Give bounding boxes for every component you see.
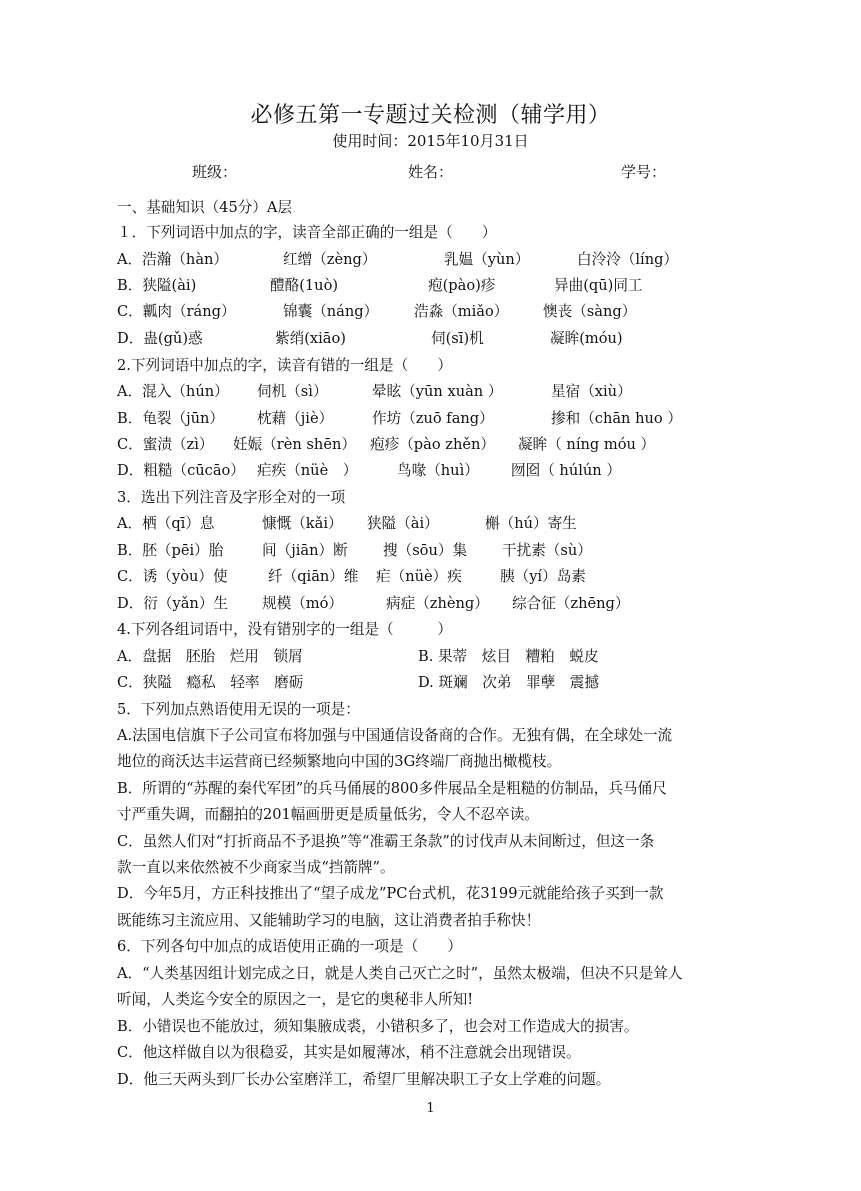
q6-stem: 6．下列各句中加点的成语使用正确的一项是（ ）: [117, 938, 462, 955]
q1-option-d-1: D．蛊(gǔ)惑: [117, 330, 203, 347]
q3-option-c-4: 胰（yí）岛素: [500, 568, 586, 585]
q1-option-c-3: 浩淼（miǎo）: [414, 303, 509, 320]
q2-option-c-3: 疱疹（pào zhěn）: [370, 436, 495, 453]
q1-option-c-4: 懊丧（sàng）: [543, 303, 637, 320]
q1-option-c-2: 锦囊（náng）: [283, 303, 379, 320]
q1-option-a-3: 乳媪（yùn）: [444, 251, 530, 268]
q3-option-b-4: 干扰素（sù）: [502, 542, 592, 559]
q1-option-c-1: C．瓤肉（ráng）: [117, 303, 236, 320]
q3-option-a-4: 槲（hú）寄生: [485, 515, 577, 532]
q1-option-a-2: 红缯（zèng）: [283, 251, 377, 268]
section-heading: 一、基础知识（45分）A层: [117, 199, 293, 216]
q2-option-d-1: D．粗糙（cūcāo）: [117, 462, 245, 479]
q3-option-d-4: 综合征（zhēnɡ）: [512, 595, 630, 612]
q1-stem: １．下列词语中加点的字，读音全部正确的一组是（ ）: [117, 224, 497, 241]
q1-option-b-1: B．狭隘(ài): [117, 277, 197, 294]
q3-option-a-1: A．栖（qī）息: [117, 515, 215, 532]
q6-option-a-line1: A．“人类基因组计划完成之日，就是人类自己灭亡之时”，虽然太极端，但决不只是耸人: [117, 965, 683, 982]
q4-option-b: B. 果蒂 炫目 糟粕 蜕皮: [418, 648, 599, 665]
q3-option-d-1: D．衍（yǎn）生: [117, 595, 229, 612]
q1-option-d-4: 凝眸(móu): [550, 330, 623, 347]
q4-option-c: C．狭隘 瘾私 轻率 磨砺: [117, 674, 304, 691]
q5-option-b-line2: 寸严重失调，而翻拍的201幅画册更是质量低劣，令人不忍卒读。: [117, 806, 539, 823]
q3-stem: 3．选出下列注音及字形全对的一项: [117, 489, 346, 506]
name-label: 姓名：: [408, 163, 454, 181]
q6-option-b: B．小错误也不能放过，须知集腋成裘，小错积多了，也会对工作造成大的损害。: [117, 1018, 639, 1035]
q2-option-b-3: 作坊（zuō fang）: [372, 410, 494, 427]
q5-option-a-line2: 地位的商沃达丰运营商已经频繁地向中国的3G终端厂商抛出橄榄枝。: [117, 753, 562, 770]
class-label: 班级：: [192, 163, 238, 181]
q5-option-d-line2: 既能练习主流应用、又能辅助学习的电脑，这让消费者拍手称快！: [117, 912, 541, 929]
student-id-label: 学号：: [621, 163, 667, 181]
q2-option-c-4: 凝眸（ níng móu ）: [518, 436, 656, 453]
q1-option-d-3: 伺(sī)机: [431, 330, 484, 347]
q3-option-c-3: 疟（nüè）疾: [376, 568, 462, 585]
q5-option-a-line1: A.法国电信旗下子公司宣布将加强与中国通信设备商的合作。无独有偶，在全球处一流: [117, 727, 673, 744]
q5-option-c-line2: 款一直以来依然被不少商家当成“挡箭牌”。: [117, 859, 395, 876]
q3-option-c-2: 纤（qiān）维: [268, 568, 359, 585]
page-title: 必修五第一专题过关检测（辅学用）: [250, 103, 611, 128]
q2-option-d-3: 鸟喙（huì）: [397, 462, 479, 479]
q1-option-a-4: 白泠泠（líng）: [577, 251, 679, 268]
q1-option-b-4: 异曲(qū)同工: [554, 277, 643, 294]
q5-option-d-line1: D．今年5月，方正科技推出了“望子成龙”PC台式机，花3199元就能给孩子买到一款: [117, 885, 664, 902]
usage-date: 使用时间：2015年10月31日: [332, 132, 529, 150]
q5-option-c-line1: C．虽然人们对“打折商品不予退换”等“准霸王条款”的讨伐声从未间断过，但这一条: [117, 833, 655, 850]
q5-stem: 5．下列加点熟语使用无误的一项是：: [117, 701, 360, 718]
q2-stem: 2.下列词语中加点的字，读音有错的一组是（ ）: [117, 357, 452, 374]
q4-option-d: D. 斑斓 次弟 罪孽 震撼: [418, 674, 599, 691]
q6-option-a-line2: 听闻，人类迄今安全的原因之一，是它的奥秘非人所知!: [117, 991, 474, 1008]
q3-option-a-3: 狭隘（ài）: [367, 515, 439, 532]
q1-option-d-2: 紫绡(xiāo): [275, 330, 346, 347]
q2-option-b-1: B．龟裂（jūn）: [117, 410, 225, 427]
q5-option-b-line1: B．所谓的“苏醒的秦代军团”的兵马俑展的800多件展品全是粗糙的仿制品，兵马俑尺: [117, 780, 667, 797]
q2-option-d-2: 疟疾（nüè ）: [257, 462, 358, 479]
q3-option-b-1: B．胚（pēi）胎: [117, 542, 224, 559]
q2-option-a-3: 晕眩（yūn xuàn ）: [372, 383, 503, 400]
q3-option-b-2: 间（jiān）断: [262, 542, 348, 559]
q3-option-a-2: 慷慨（kǎi）: [262, 515, 343, 532]
q2-option-a-2: 伺机（sì）: [257, 383, 328, 400]
q2-option-d-4: 囫囵（ húlún ）: [511, 462, 621, 479]
q1-option-b-2: 醴酪(1uò): [270, 277, 339, 294]
q6-option-d: D．他三天两头到厂长办公室磨洋工，希望厂里解决职工子女上学难的问题。: [117, 1071, 611, 1088]
q3-option-c-1: C．诱（yòu）使: [117, 568, 228, 585]
q4-stem: 4.下列各组词语中，没有错别字的一组是（ ）: [117, 621, 452, 638]
q2-option-b-2: 枕藉（jiè）: [257, 410, 334, 427]
q3-option-d-3: 病症（zhènɡ）: [386, 595, 489, 612]
q2-option-a-4: 星宿（xiù）: [551, 383, 632, 400]
q1-option-a-1: A．浩瀚（hàn）: [117, 251, 229, 268]
q6-option-c: C．他这样做自以为很稳妥，其实是如履薄冰，稍不注意就会出现错误。: [117, 1044, 581, 1061]
q1-option-b-3: 疱(pào)疹: [428, 277, 496, 294]
q3-option-d-2: 规模（mó）: [262, 595, 343, 612]
q4-option-a: A．盘据 胚胎 烂用 锁屑: [117, 648, 303, 665]
q3-option-b-3: 搜（sōu）集: [383, 542, 468, 559]
q2-option-b-4: 掺和（chān huo ）: [551, 410, 682, 427]
page-number: 1: [426, 1101, 435, 1116]
q2-option-c-2: 妊娠（rèn shēn）: [233, 436, 356, 453]
q2-option-a-1: A．混入（hún）: [117, 383, 229, 400]
q2-option-c-1: C．蜜渍（zì）: [117, 436, 214, 453]
